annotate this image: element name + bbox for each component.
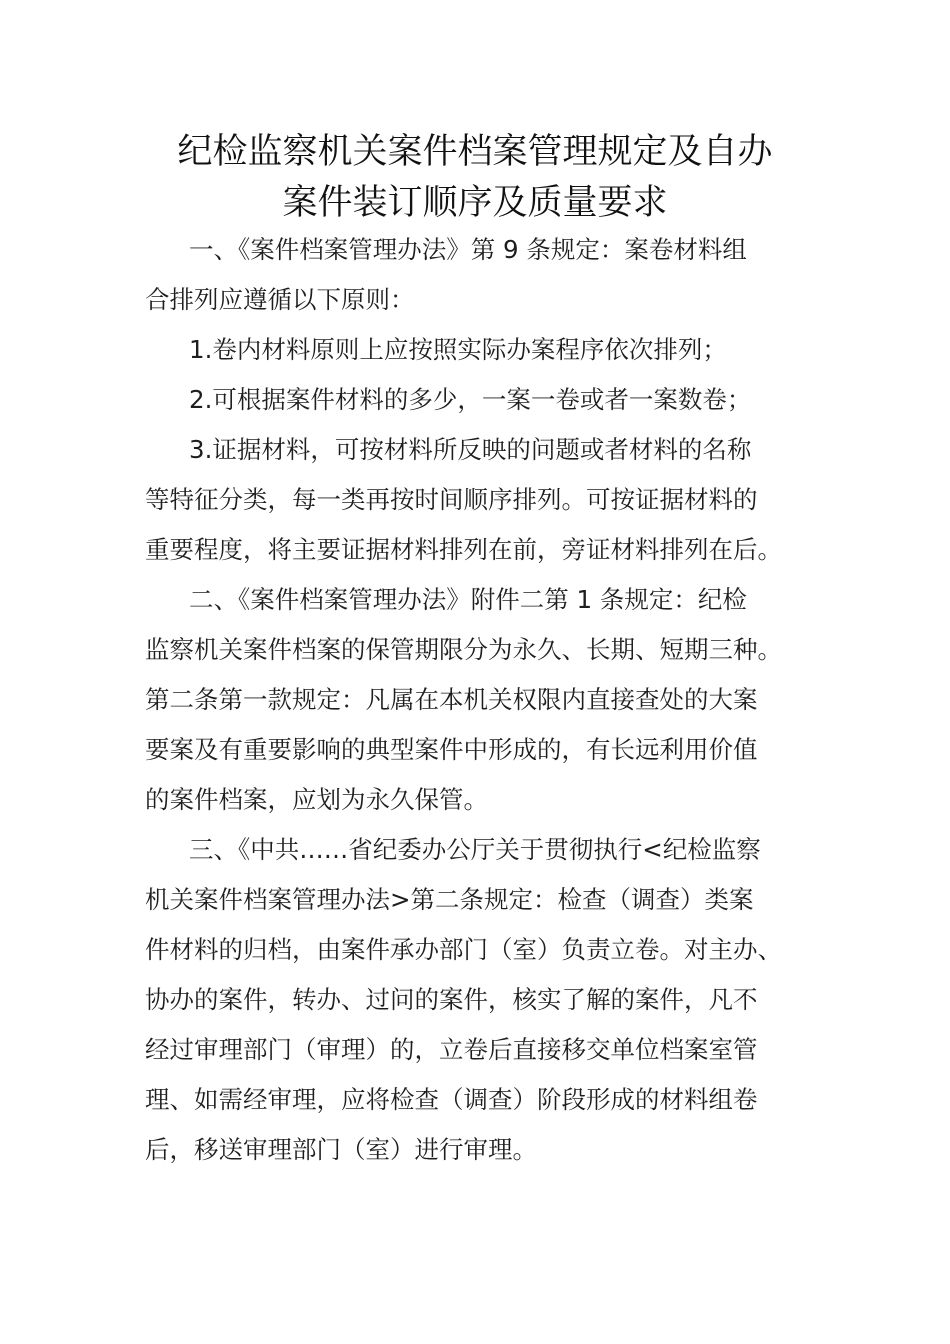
- section-3-paragraph: [145, 825, 825, 1175]
- paragraph-line: 监察机关案件档案的保管期限分为永久、长期、短期三种。: [145, 635, 782, 664]
- paragraph-line: 2.可根据案件材料的多少，一案一卷或者一案数卷；: [189, 385, 752, 414]
- paragraph-line: 件材料的归档，由案件承办部门（室）负责立卷。对主办、: [145, 935, 782, 964]
- paragraph-line: 理、如需经审理，应将检查（调查）阶段形成的材料组卷: [145, 1085, 758, 1114]
- paragraph-line: 第二条第一款规定：凡属在本机关权限内直接查处的大案: [145, 685, 758, 714]
- paragraph-line: 协办的案件，转办、过问的案件，核实了解的案件，凡不: [145, 985, 758, 1014]
- paragraph-line: 1.卷内材料原则上应按照实际办案程序依次排列；: [189, 335, 727, 364]
- document-title-line-1: 纪检监察机关案件档案管理规定及自办: [177, 132, 773, 172]
- paragraph-line: 机关案件档案管理办法>第二条规定：检查（调查）类案: [145, 885, 754, 914]
- paragraph-line: 要案及有重要影响的典型案件中形成的，有长远利用价值: [145, 735, 758, 764]
- paragraph-line: 的案件档案，应划为永久保管。: [145, 785, 488, 814]
- section-2-paragraph: [145, 575, 825, 825]
- section-1-paragraph: [145, 225, 825, 325]
- paragraph-line: 等特征分类，每一类再按时间顺序排列。可按证据材料的: [145, 485, 758, 514]
- paragraph-line: 后，移送审理部门（室）进行审理。: [145, 1135, 537, 1164]
- paragraph-line: 二、《案件档案管理办法》附件二第 1 条规定：纪检: [189, 585, 747, 614]
- rule-3-paragraph: [145, 425, 825, 575]
- rule-2-paragraph: [145, 375, 825, 425]
- paragraph-line: 重要程度，将主要证据材料排列在前，旁证材料排列在后。: [145, 535, 782, 564]
- paragraph-line: 合排列应遵循以下原则：: [145, 285, 415, 314]
- paragraph-line: 三、《中共……省纪委办公厅关于贯彻执行<纪检监察: [189, 835, 761, 864]
- paragraph-line: 3.证据材料，可按材料所反映的问题或者材料的名称: [189, 435, 752, 464]
- paragraph-line: 经过审理部门（审理）的，立卷后直接移交单位档案室管: [145, 1035, 758, 1064]
- rule-1-paragraph: [145, 325, 825, 375]
- document-body: [145, 225, 825, 1175]
- document-title-line-2: 案件装订顺序及质量要求: [282, 183, 668, 223]
- paragraph-line: 一、《案件档案管理办法》第 9 条规定：案卷材料组: [189, 235, 747, 264]
